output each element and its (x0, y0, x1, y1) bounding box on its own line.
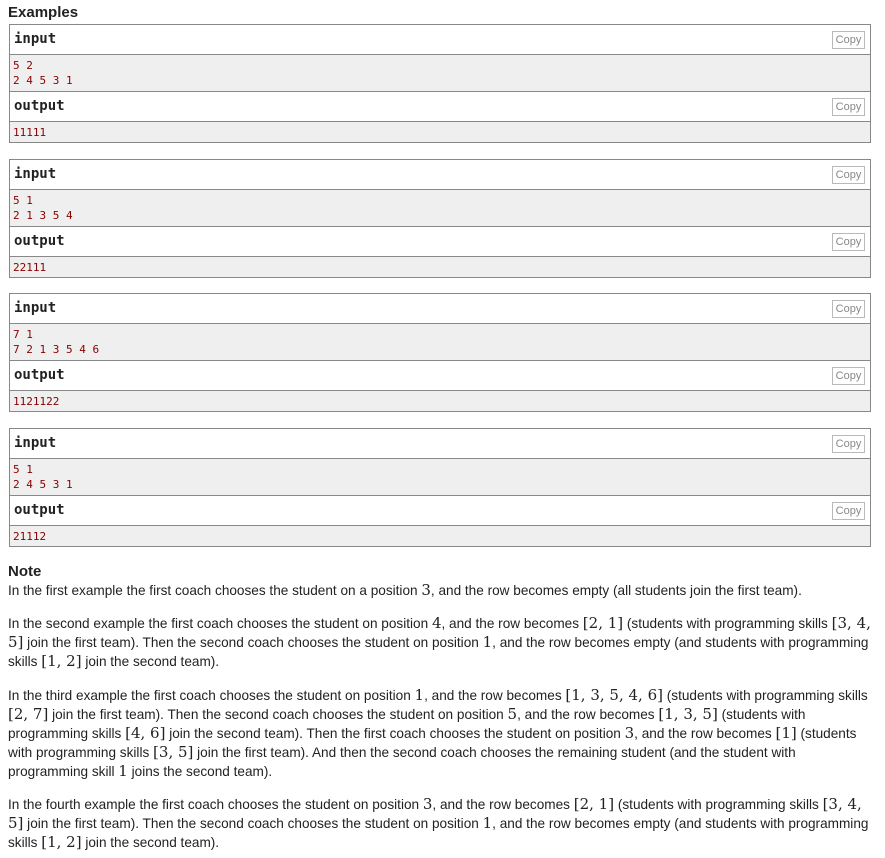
example-block-3 (9, 293, 871, 412)
note-text: (students with programming skills (8, 707, 806, 741)
input-label: input (14, 435, 57, 451)
note-paragraph-4 (8, 795, 876, 852)
input-content: 5 1 2 1 3 5 4 (10, 189, 870, 227)
note-paragraph-3 (8, 686, 876, 781)
note-title: Note (8, 563, 42, 580)
output-content: 22111 (10, 256, 870, 277)
example-block-4 (9, 428, 871, 547)
note-math: [3, 5] (153, 743, 194, 761)
output-content: 11111 (10, 121, 870, 142)
output-content: 1121122 (10, 390, 870, 411)
note-text: , and the row becomes empty (and students with programming skills (8, 635, 869, 669)
copy-input-button[interactable]: Copy (832, 435, 865, 453)
note-text: , and the row becomes (441, 616, 583, 631)
example-block-1 (9, 24, 871, 143)
note-text: , and the row becomes empty (and students with programming skills (8, 816, 869, 850)
output-label: output (14, 233, 65, 249)
note-math: [1, 3, 5, 4, 6] (565, 686, 663, 704)
note-math: [1, 2] (41, 833, 82, 851)
note-text: , and the row becomes (424, 688, 566, 703)
copy-output-button[interactable]: Copy (832, 98, 865, 116)
note-text: (students with programming skills (623, 616, 832, 631)
note-text: In the first example the first coach chooses the student on a position (8, 583, 422, 598)
input-label: input (14, 31, 57, 47)
input-content: 7 1 7 2 1 3 5 4 6 (10, 323, 870, 361)
note-text: join the second team). (81, 654, 220, 669)
note-paragraph-2 (8, 614, 876, 671)
note-math: 5 (507, 705, 518, 723)
note-math: 3 (421, 581, 431, 599)
note-text: In the fourth example the first coach chooses the student on position (8, 797, 423, 812)
note-text: In the second example the first coach chooses the student on position (8, 616, 432, 631)
output-label: output (14, 367, 65, 383)
copy-output-button[interactable]: Copy (832, 367, 865, 385)
note-text: (students with programming skills (8, 726, 857, 760)
input-header (10, 294, 870, 323)
note-math: 1 (482, 633, 493, 651)
examples-title: Examples (8, 4, 79, 21)
note-math: [1, 3, 5] (658, 705, 718, 723)
note-text: (students with programming skills (662, 688, 868, 703)
note-math: [4, 6] (125, 724, 166, 742)
note-text: join the first team). Then the second coach chooses the student on position (23, 635, 483, 650)
copy-input-button[interactable]: Copy (832, 31, 865, 49)
note-text: , and the row becomes (432, 797, 574, 812)
note-paragraph-1 (8, 581, 876, 600)
note-math: [3, 4, 5] (8, 795, 862, 832)
input-label: input (14, 300, 57, 316)
note-math: [2, 1] (573, 795, 615, 813)
input-content: 5 1 2 4 5 3 1 (10, 458, 870, 496)
note-math: [2, 7] (8, 705, 49, 723)
note-text: In the third example the first coach chooses the student on position (8, 688, 415, 703)
output-header (10, 496, 870, 525)
note-math: 1 (118, 762, 128, 780)
input-header (10, 429, 870, 458)
note-text: join the second team). (81, 835, 220, 850)
note-math: 1 (414, 686, 425, 704)
note-text: , and the row becomes (517, 707, 659, 722)
note-text: join the first team). Then the second coach chooses the student on position (48, 707, 508, 722)
output-header (10, 227, 870, 256)
note-math: 1 (482, 814, 493, 832)
note-text: join the second team). Then the first coach chooses the student on position (165, 726, 625, 741)
example-block-2 (9, 159, 871, 278)
output-header (10, 361, 870, 390)
note-math: 3 (624, 724, 635, 742)
input-header (10, 160, 870, 189)
output-label: output (14, 502, 65, 518)
note-text: join the first team). And then the second coach chooses the remaining student (and the student with programming skill (8, 745, 796, 779)
note-math: [1, 2] (41, 652, 82, 670)
note-math: 3 (422, 795, 433, 813)
copy-input-button[interactable]: Copy (832, 300, 865, 318)
output-header (10, 92, 870, 121)
note-text: , and the row becomes empty (all students join the first team). (430, 583, 802, 598)
note-math: [2, 1] (582, 614, 624, 632)
copy-output-button[interactable]: Copy (832, 233, 865, 251)
note-math: 4 (431, 614, 442, 632)
output-content: 21112 (10, 525, 870, 546)
copy-output-button[interactable]: Copy (832, 502, 865, 520)
copy-input-button[interactable]: Copy (832, 166, 865, 184)
input-header (10, 25, 870, 54)
note-math: [1] (775, 724, 797, 742)
note-text: , and the row becomes (634, 726, 776, 741)
input-content: 5 2 2 4 5 3 1 (10, 54, 870, 92)
output-label: output (14, 98, 65, 114)
note-text: joins the second team). (127, 764, 273, 779)
note-text: (students with programming skills (614, 797, 823, 812)
input-label: input (14, 166, 57, 182)
note-text: join the first team). Then the second coach chooses the student on position (23, 816, 483, 831)
note-math: [3, 4, 5] (8, 614, 871, 651)
